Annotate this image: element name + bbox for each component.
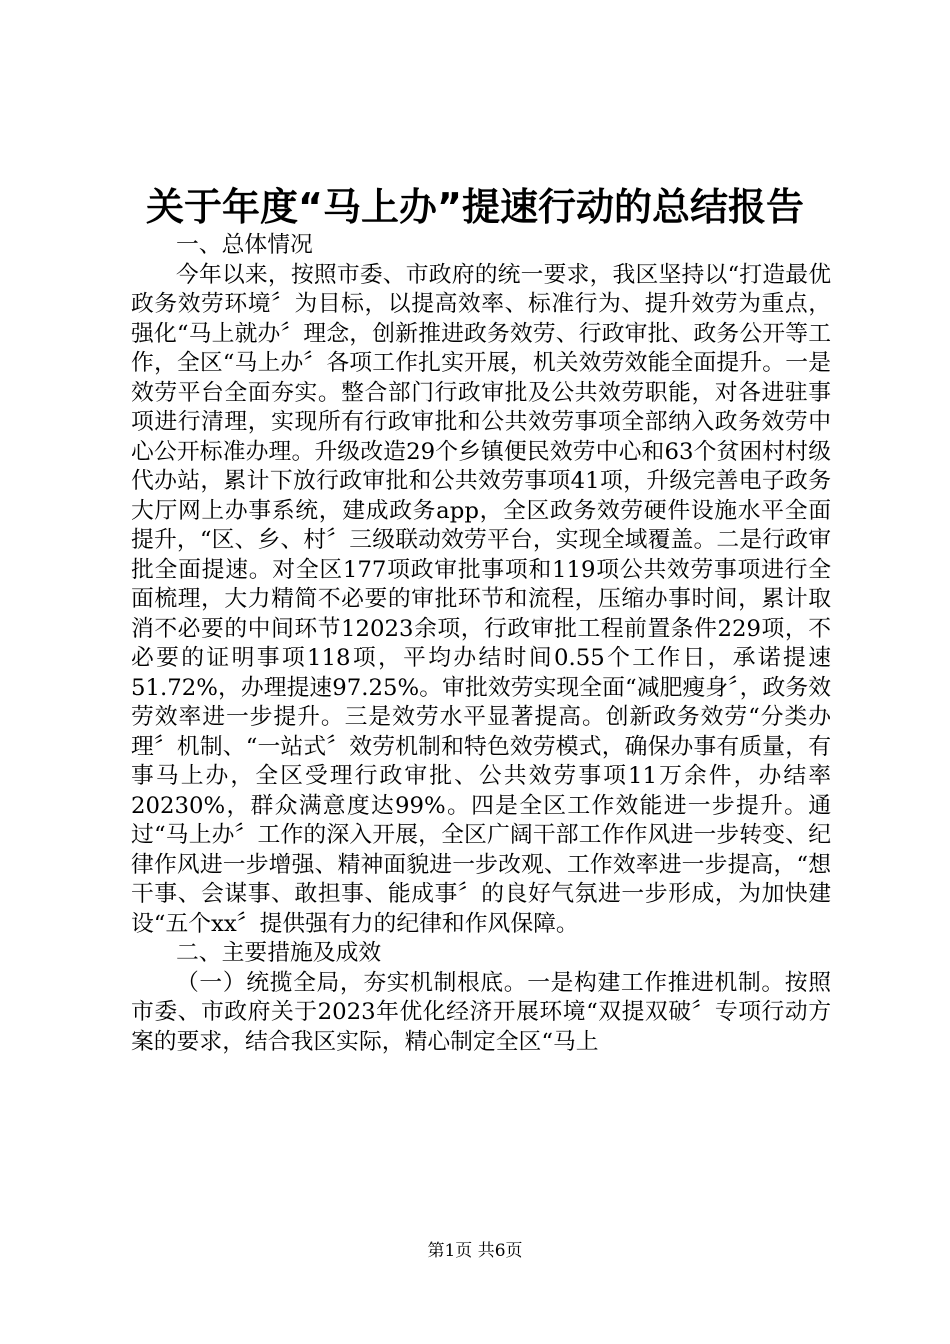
section-1-heading: 一、总体情况	[176, 232, 313, 258]
section-1-paragraph: 今年以来，按照市委、市政府的统一要求，我区坚持以“打造最优政务效劳环境〞为目标，以提高效率、标准行为、提升效劳为重点，强化“马上就办〞理念，创新推进政务效劳、行政审批、政务公开等工作，全区“马上办〞各项工作扎实开展，机关效劳效能全面提升。一是效劳平台全面夯实。整合部门行政审批及公共效劳职能，对各进驻事项进行清理，实现所有行政审批和公共效劳事项全部纳入政务效劳中心公开标准办理。升级改造29个乡镇便民效劳中心和63个贫困村村级代办站，累计下放行政审批和公共效劳事项41项，升级完善电子政务大厅网上办事系统，建成政务app，全区政务效劳硬件设施水平全面提升，“区、乡、村〞三级联动效劳平台，实现全域覆盖。二是行政审批全面提速。对全区177项政审批事项和119项公共效劳事项进行全面梳理，大力精简不必要的审批环节和流程，压缩办事时间，累计取消不必要的中间环节12023余项，行政审批工程前置条件229项，不必要的证明事项118项，平均办结时间0.55个工作日，承诺提速51.72%，办理提速97.25%。审批效劳实现全面“减肥瘦身〞，政务效劳效率进一步提升。三是效劳水平显著提高。创新政务效劳“分类办理〞机制、“一站式〞效劳机制和特色效劳模式，确保办事有质量，有事马上办，全区受理行政审批、公共效劳事项11万余件，办结率20230%，群众满意度达99%。四是全区工作效能进一步提升。通过“马上办〞工作的深入开展，全区广阔干部工作作风进一步转变、纪律作风进一步增强、精神面貌进一步改观、工作效率进一步提高，“想干事、会谋事、敢担事、能成事〞的良好气氛进一步形成，为加快建设“五个xx〞提供强有力的纪律和作风保障。	[131, 261, 831, 937]
section-2-heading: 二、主要措施及成效	[176, 940, 382, 966]
section-2-paragraph: （一）统揽全局，夯实机制根底。一是构建工作推进机制。按照市委、市政府关于2023年优化经济开展环境“双提双破〞专项行动方案的要求，结合我区实际，精心制定全区“马上	[131, 969, 831, 1055]
document-title: 关于年度“马上办”提速行动的总结报告	[146, 185, 804, 229]
page-number-footer: 第1页 共6页	[427, 1241, 523, 1261]
document-body	[131, 231, 831, 1057]
